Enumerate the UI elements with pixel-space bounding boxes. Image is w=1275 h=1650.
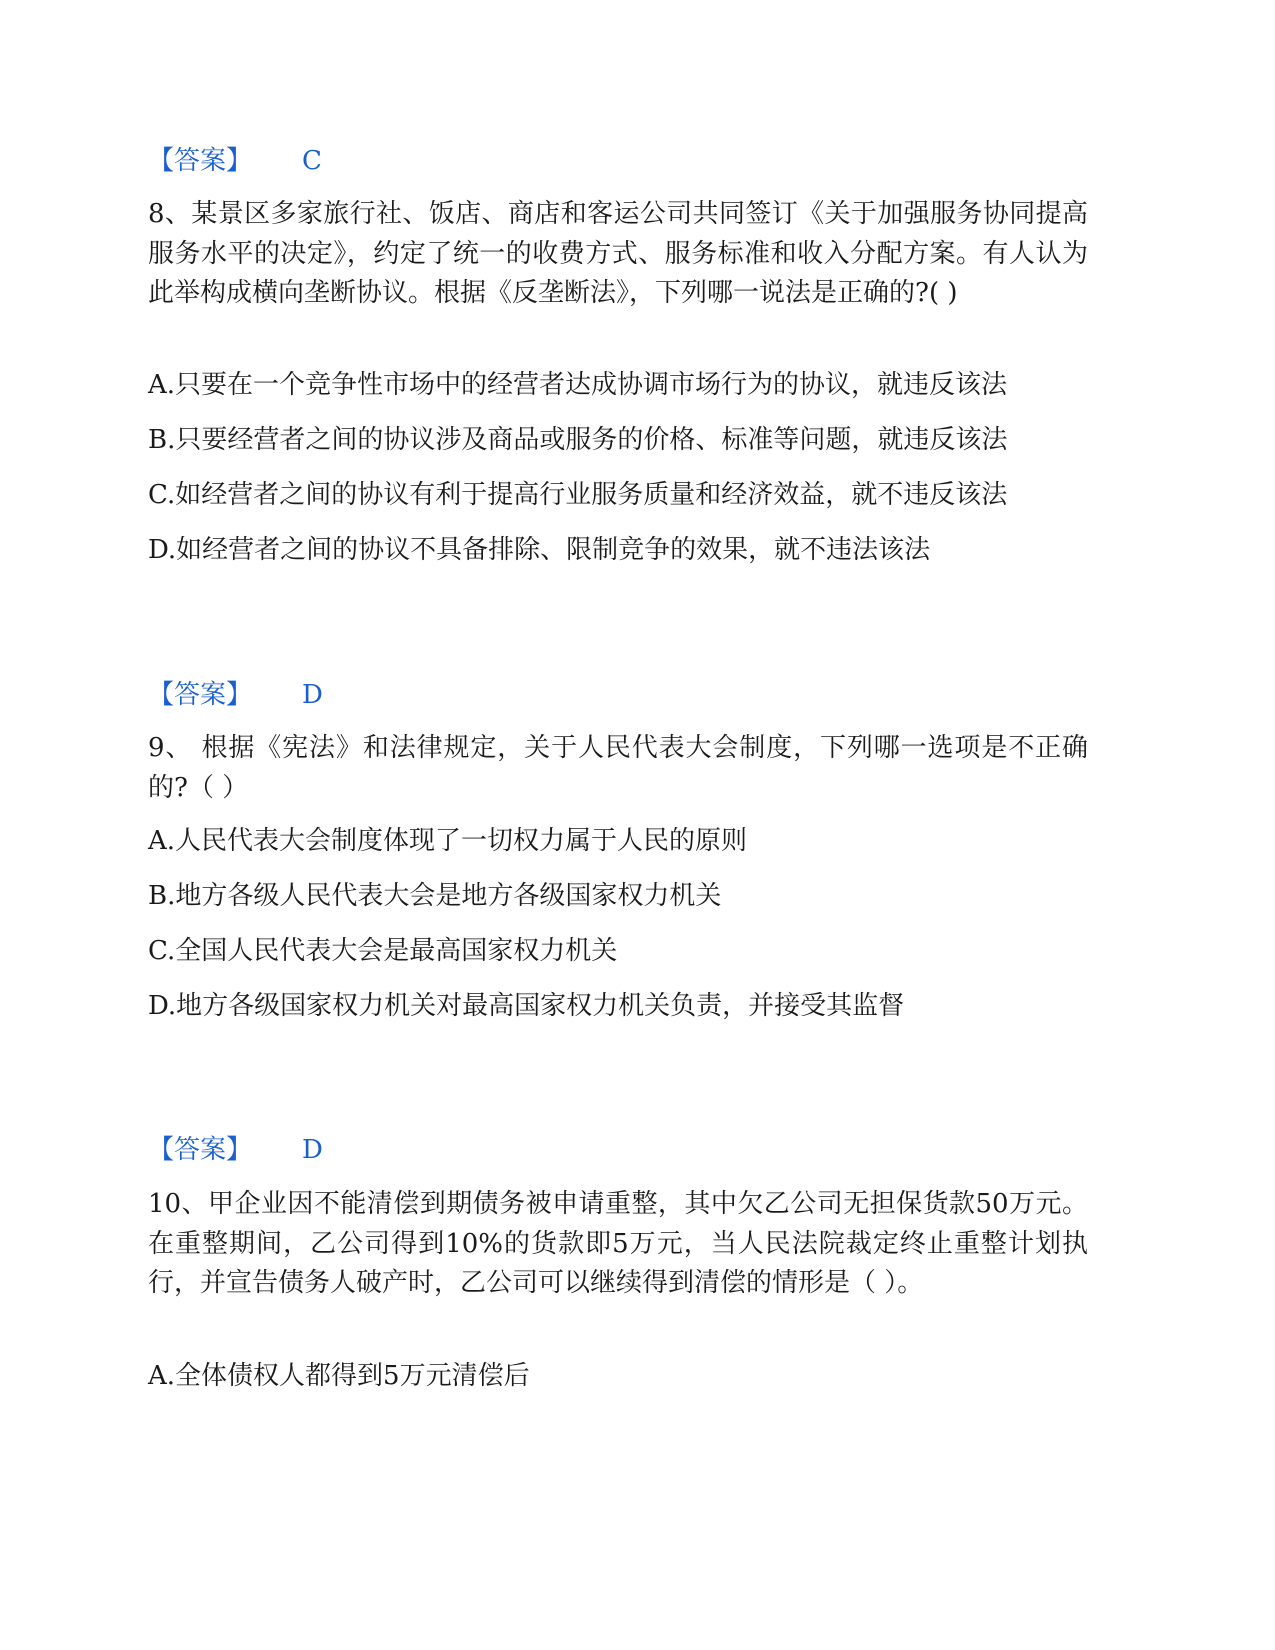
question-10-text: 10、甲企业因不能清偿到期债务被申请重整，其中欠乙公司无担保货款50万元。在重整期间，乙公司得到10%的货款即5万元，当人民法院裁定终止重整计划执行，并宣告债务人破产时，乙公司可以继续得到清偿的情形是（ ）。	[148, 1189, 1088, 1298]
question-10-option-a: A.全体债权人都得到5万元清偿后	[148, 1361, 530, 1391]
question-9-option-c: C.全国人民代表大会是最高国家权力机关	[148, 936, 618, 966]
answer-value: D	[302, 1135, 323, 1165]
question-9-option-d: D.地方各级国家权力机关对最高国家权力机关负责，并接受其监督	[148, 991, 905, 1021]
question-8-option-d: D.如经营者之间的协议不具备排除、限制竞争的效果，就不违法该法	[148, 535, 931, 565]
answer-value: C	[302, 146, 322, 176]
question-8-option-b: B.只要经营者之间的协议涉及商品或服务的价格、标准等问题，就违反该法	[148, 425, 1008, 455]
answer-line	[148, 675, 323, 715]
answer-label: 【答案】	[148, 680, 253, 710]
question-8-option-a: A.只要在一个竞争性市场中的经营者达成协调市场行为的协议，就违反该法	[148, 370, 1008, 400]
answer-label: 【答案】	[148, 1135, 253, 1165]
answer-line	[148, 141, 322, 181]
answer-value: D	[302, 680, 323, 710]
answer-line	[148, 1130, 323, 1170]
question-9-option-a: A.人民代表大会制度体现了一切权力属于人民的原则	[148, 826, 748, 856]
question-9-option-b: B.地方各级人民代表大会是地方各级国家权力机关	[148, 881, 722, 911]
question-8-text: 8、某景区多家旅行社、饭店、商店和客运公司共同签订《关于加强服务协同提高服务水平的决定》，约定了统一的收费方式、服务标准和收入分配方案。有人认为此举构成横向垄断协议。根据《反垄断法》，下列哪一说法是正确的?( )	[148, 199, 1088, 308]
answer-label: 【答案】	[148, 146, 253, 176]
question-9-text: 9、 根据《宪法》和法律规定，关于人民代表大会制度，下列哪一选项是不正确的?（ ）	[148, 733, 1088, 803]
question-8-option-c: C.如经营者之间的协议有利于提高行业服务质量和经济效益，就不违反该法	[148, 480, 1008, 510]
